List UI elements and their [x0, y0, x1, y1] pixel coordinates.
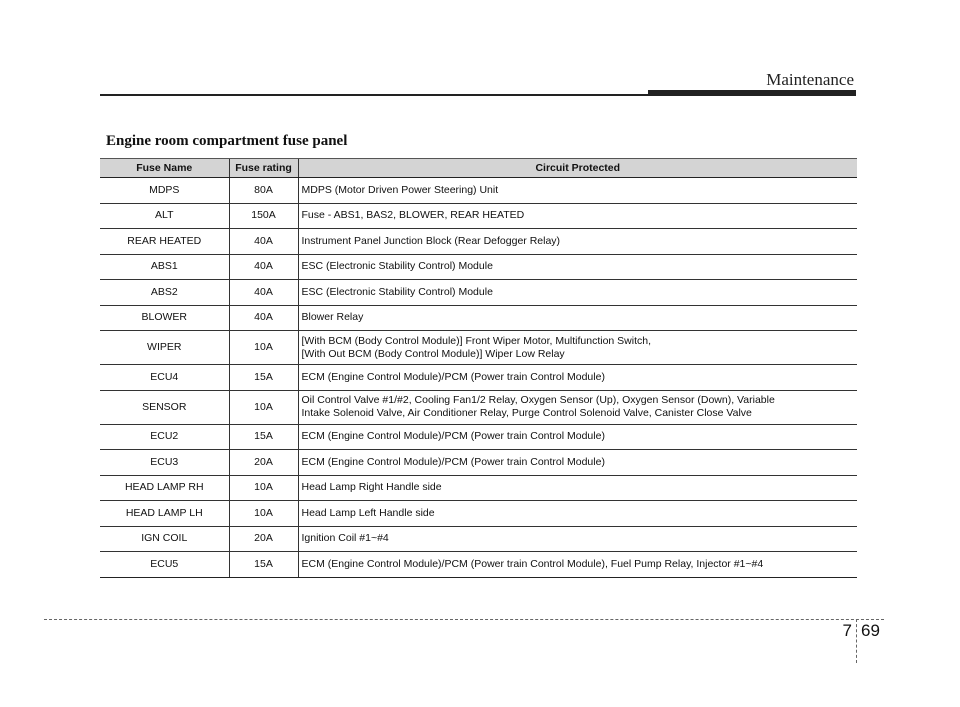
circuit-line: ECM (Engine Control Module)/PCM (Power train Control Module)	[301, 430, 605, 443]
circuit-protected-cell	[298, 501, 857, 527]
circuit-protected-cell	[298, 305, 857, 331]
fuse-rating-cell: 10A	[229, 331, 298, 365]
circuit-protected-cell	[298, 331, 857, 365]
header-rule	[100, 94, 648, 96]
circuit-line: ESC (Electronic Stability Control) Module	[301, 260, 493, 273]
fuse-rating-cell: 40A	[229, 305, 298, 331]
fuse-rating-cell: 40A	[229, 280, 298, 306]
fuse-name-cell: HEAD LAMP LH	[100, 501, 229, 527]
fuse-rating-cell: 15A	[229, 365, 298, 391]
column-header-circuit-protected: Circuit Protected	[298, 159, 857, 178]
fuse-name-cell: HEAD LAMP RH	[100, 475, 229, 501]
fuse-rating-cell: 15A	[229, 424, 298, 450]
fuse-name-cell: ALT	[100, 203, 229, 229]
fuse-name-cell: BLOWER	[100, 305, 229, 331]
section-title: Maintenance	[766, 70, 854, 89]
circuit-line: ECM (Engine Control Module)/PCM (Power train Control Module)	[301, 370, 605, 383]
circuit-line: Intake Solenoid Valve, Air Conditioner Relay, Purge Control Solenoid Valve, Canister Close Valve	[301, 407, 752, 419]
circuit-protected-cell	[298, 552, 857, 578]
circuit-line: Ignition Coil #1~#4	[301, 532, 389, 545]
circuit-protected-cell	[298, 365, 857, 391]
header-accent-bar	[648, 90, 856, 96]
fuse-table	[100, 158, 857, 578]
fuse-name-cell: ECU2	[100, 424, 229, 450]
fuse-name-cell: ECU4	[100, 365, 229, 391]
circuit-protected-cell	[298, 178, 857, 204]
circuit-line: ECM (Engine Control Module)/PCM (Power train Control Module), Fuel Pump Relay, Injector #1~#4	[301, 557, 764, 570]
fuse-rating-cell: 80A	[229, 178, 298, 204]
circuit-protected-cell	[298, 280, 857, 306]
table-row	[100, 229, 857, 255]
circuit-line: Instrument Panel Junction Block (Rear Defogger Relay)	[301, 234, 561, 247]
fuse-rating-cell: 150A	[229, 203, 298, 229]
table-row	[100, 424, 857, 450]
circuit-line: ECM (Engine Control Module)/PCM (Power train Control Module)	[301, 455, 605, 468]
table-row	[100, 331, 857, 365]
fuse-table-body	[100, 178, 857, 578]
circuit-protected-cell	[298, 390, 857, 424]
table-row	[100, 365, 857, 391]
table-row	[100, 178, 857, 204]
table-row	[100, 450, 857, 476]
fuse-name-cell: ABS2	[100, 280, 229, 306]
table-row	[100, 526, 857, 552]
chapter-number: 7	[842, 621, 852, 640]
circuit-protected-cell	[298, 526, 857, 552]
fuse-name-cell: ECU3	[100, 450, 229, 476]
circuit-line: Oil Control Valve #1/#2, Cooling Fan1/2 Relay, Oxygen Sensor (Up), Oxygen Sensor (Down), Variable	[301, 394, 775, 406]
footer-page-divider	[856, 619, 857, 663]
circuit-line: MDPS (Motor Driven Power Steering) Unit	[301, 183, 499, 196]
circuit-line: [With BCM (Body Control Module)] Front Wiper Motor, Multifunction Switch,	[301, 334, 652, 347]
fuse-name-cell: REAR HEATED	[100, 229, 229, 255]
circuit-protected-cell	[298, 424, 857, 450]
circuit-protected-cell	[298, 475, 857, 501]
table-row	[100, 390, 857, 424]
header-row	[100, 159, 857, 178]
fuse-rating-cell: 20A	[229, 526, 298, 552]
fuse-table-header	[100, 159, 857, 178]
fuse-name-cell: ABS1	[100, 254, 229, 280]
fuse-rating-cell: 10A	[229, 475, 298, 501]
page-number: 69	[861, 621, 880, 640]
fuse-rating-cell: 40A	[229, 254, 298, 280]
circuit-protected-cell	[298, 450, 857, 476]
column-header-fuse-rating: Fuse rating	[229, 159, 298, 178]
table-row	[100, 475, 857, 501]
circuit-line: Head Lamp Right Handle side	[301, 481, 442, 494]
circuit-protected-cell	[298, 229, 857, 255]
fuse-name-cell: WIPER	[100, 331, 229, 365]
circuit-line: Blower Relay	[301, 311, 364, 324]
fuse-name-cell: MDPS	[100, 178, 229, 204]
table-row	[100, 254, 857, 280]
fuse-rating-cell: 20A	[229, 450, 298, 476]
fuse-rating-cell: 10A	[229, 501, 298, 527]
fuse-name-cell: IGN COIL	[100, 526, 229, 552]
circuit-protected-cell	[298, 254, 857, 280]
circuit-line: Head Lamp Left Handle side	[301, 506, 435, 519]
circuit-line: ESC (Electronic Stability Control) Module	[301, 285, 493, 298]
circuit-protected-cell	[298, 203, 857, 229]
table-row	[100, 280, 857, 306]
table-row	[100, 552, 857, 578]
fuse-rating-cell: 15A	[229, 552, 298, 578]
table-row	[100, 203, 857, 229]
circuit-line: [With Out BCM (Body Control Module)] Wiper Low Relay	[301, 347, 565, 360]
circuit-line: Fuse - ABS1, BAS2, BLOWER, REAR HEATED	[301, 209, 525, 222]
fuse-name-cell: SENSOR	[100, 390, 229, 424]
footer-dashed-rule	[44, 619, 884, 620]
panel-title: Engine room compartment fuse panel	[106, 133, 348, 149]
table-row	[100, 501, 857, 527]
fuse-rating-cell: 10A	[229, 390, 298, 424]
column-header-fuse-name: Fuse Name	[100, 159, 229, 178]
table-row	[100, 305, 857, 331]
fuse-name-cell: ECU5	[100, 552, 229, 578]
fuse-rating-cell: 40A	[229, 229, 298, 255]
